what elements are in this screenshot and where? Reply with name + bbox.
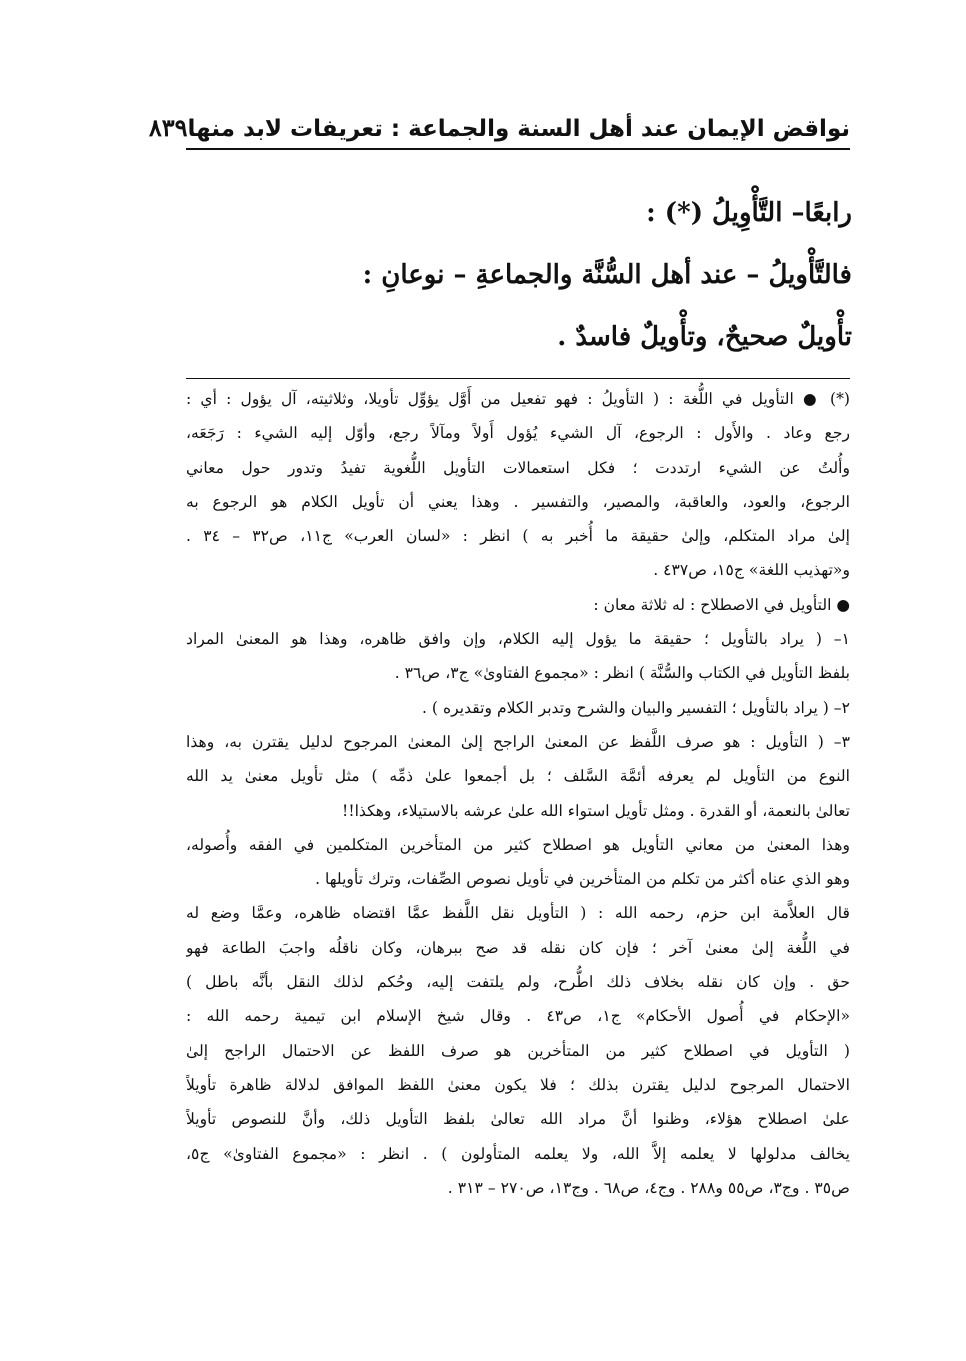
footnote-line: وهذا المعنىٰ من معاني التأويل هو اصطلاح كثير من المتأخرين المتكلمين في الفقه وأُصوله،	[186, 835, 850, 854]
footnote-line: و«تهذيب اللغة» ج١٥، ص٤٣٧ .	[653, 561, 850, 580]
footnote-line: بلفظ التأويل في الكتاب والسُّنَّة ) انظر : «مجموع الفتاوىٰ» ج٣، ص٣٦ .	[394, 664, 850, 683]
footnote-line: علىٰ اصطلاح هؤلاء، وظنوا أنَّ مراد الله تعالىٰ بلفظ التأويل ذلك، وأنَّ للنصوص تأويلاً	[186, 1110, 850, 1129]
footnote-divider	[186, 378, 850, 379]
footnote-line: يخالف مدلولها لا يعلمه إلاَّ الله، ولا يعلمه المتأولون ) . انظر : «مجموع الفتاوىٰ» ج٥،	[186, 1144, 850, 1163]
footnote-line: إلىٰ مراد المتكلم، وإلىٰ حقيقة ما أُخبر به ) انظر : «لسان العرب» ج١١، ص٣٢ – ٣٤ .	[186, 527, 850, 546]
footnote-line: «الإحكام في أُصول الأحكام» ج١، ص٤٣ . وقال شيخ الإسلام ابن تيمية رحمه الله :	[186, 1007, 850, 1026]
footnote-line: ص٣٥ . وج٣، ص٥٥ و٢٨٨ . وج٤، ص٦٨ . وج١٣، ص٢٧٠ – ٣١٣ .	[447, 1178, 850, 1197]
body-line: تأْويلٌ صحيحٌ، وتأْويلٌ فاسدٌ .	[557, 322, 852, 352]
running-header	[148, 98, 850, 150]
footnote-line: قال العلاَّمة ابن حزم، رحمه الله : ( التأويل نقل اللَّفظ عمَّا اقتضاه ظاهره، وعمَّا وضع له	[186, 904, 850, 923]
section-heading: رابعًا– التَّأْوِيلُ (*) :	[646, 198, 852, 228]
footnote	[186, 382, 850, 1205]
footnote-line: ( التأويل في اصطلاح كثير من المتأخرين هو صرف اللفظ عن الاحتمال الراجح إلىٰ	[186, 1041, 850, 1060]
footnote-line: تعالىٰ بالنعمة، أو القدرة . ومثل تأويل استواء الله علىٰ عرشه بالاستيلاء، وهكذا!!	[342, 801, 850, 820]
footnote-line: رجع وعاد . والأَول : الرجوع، آل الشيء يُؤول أَولاً ومآلاً رجع، وأوّل إليه الشيء : رَجَعَه،	[186, 424, 850, 443]
footnote-line: وأُلتُ عن الشيء ارتددت ؛ فكل استعمالات التأويل اللُّغوية تفيدُ وتدور حول معاني	[186, 458, 850, 477]
footnote-line: حق . وإن كان نقله بخلاف ذلك اطُّرح، ولم يلتفت إليه، وحُكم لذلك النقل بأنَّه باطل )	[186, 973, 850, 992]
footnote-line: ٣– ( التأويل : هو صرف اللَّفظ عن المعنىٰ الراجح إلىٰ المعنىٰ المرجوح لدليل يقترن به، وهذا	[186, 732, 850, 751]
footnote-line: الرجوع، والعود، والعاقبة، والمصير، والتفسير . وهذا يعني أن تأويل الكلام هو الرجوع به	[186, 492, 850, 511]
footnote-line: ١– ( يراد بالتأويل ؛ حقيقة ما يؤول إليه الكلام، وإن وافق ظاهره، وهذا هو المعنىٰ المراد	[186, 630, 850, 649]
footnote-line: وهو الذي عناه أكثر من تكلم من المتأخرين في تأويل نصوص الصِّفات، وترك تأويلها .	[315, 870, 850, 889]
footnote-line: ٢– ( يراد بالتأويل ؛ التفسير والبيان والشرح وتدبر الكلام وتقديره ) .	[422, 698, 850, 717]
running-title: نواقض الإيمان عند أهل السنة والجماعة : تعريفات لابد منها	[187, 116, 850, 142]
body-line: فالتَّأْويلُ – عند أهل السُّنَّة والجماعةِ – نوعانِ :	[362, 260, 852, 290]
footnote-line: ● التأويل في الاصطلاح : له ثلاثة معان :	[593, 595, 850, 614]
footnote-line: (*) ● التأويل في اللُّغة : ( التأويلُ : فهو تفعيل من أَوَّل يؤوِّل تأويلا، وثلاثيته، آل يؤول : أي :	[186, 390, 850, 408]
footnote-line: الاحتمال المرجوح لدليل يقترن بذلك ؛ فلا يكون معنىٰ اللفظ الموافق لدلالة ظاهرة تأويلاً	[186, 1075, 850, 1094]
footnote-line: النوع من التأويل لم يعرفه أئمَّة السَّلف ؛ بل أجمعوا علىٰ ذمِّه ) مثل تأويل معنىٰ يد الله	[186, 767, 850, 786]
main-body	[330, 182, 852, 368]
page-number: ٨٣٩	[148, 113, 188, 142]
footnote-line: في اللُّغة إلىٰ معنىٰ آخر ؛ فإن كان نقله قد صح ببرهان، وكان ناقلُه واجبَ الطاعة فهو	[186, 938, 850, 957]
